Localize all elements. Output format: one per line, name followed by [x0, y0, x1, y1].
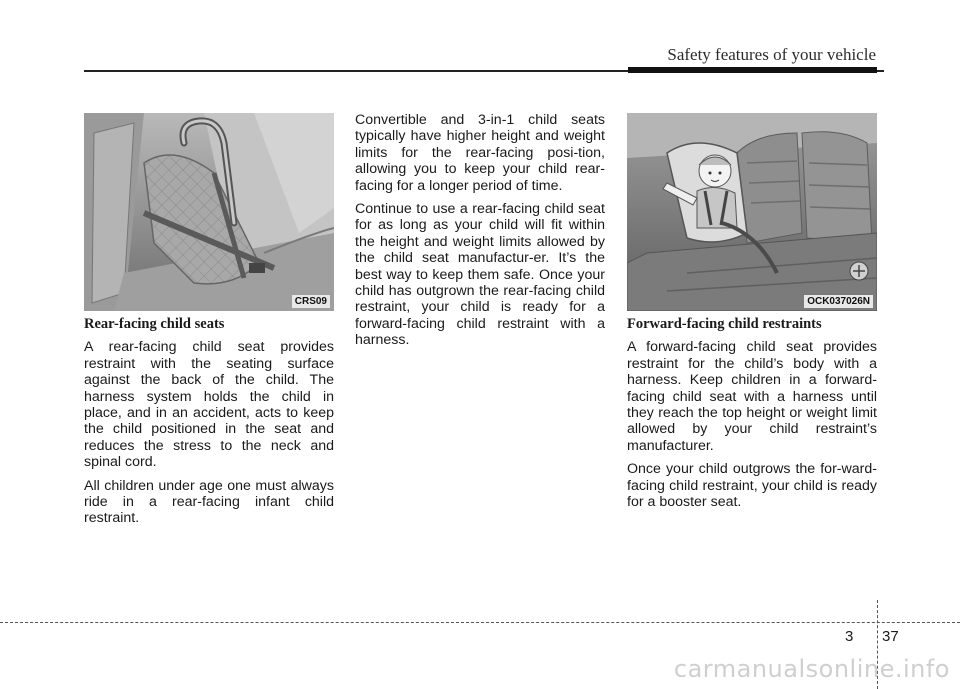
paragraph: A forward-facing child seat provides restraint for the child’s body with a harness. Keep children in a forward-facing child seat with a harness until they reach the top height or weight limit allowed by your child restraint’s manufacturer. — [627, 339, 877, 454]
figure-label: OCK037026N — [804, 295, 873, 308]
footer-rule — [0, 622, 960, 623]
rear-facing-seat-illustration — [84, 113, 334, 311]
figure-label: CRS09 — [292, 295, 330, 308]
paragraph: Convertible and 3-in-1 child seats typically have higher height and weight limits for the rear-facing posi-tion, allowing you to keep your child rear-facing for a longer period of time. — [355, 112, 605, 194]
header-title: Safety features of your vehicle — [667, 45, 876, 64]
watermark: carmanualsonline.info — [673, 655, 950, 683]
left-column — [84, 316, 334, 534]
forward-facing-seat-illustration — [627, 113, 877, 311]
page-number: 37 — [882, 628, 899, 645]
chapter-number: 3 — [845, 628, 854, 645]
paragraph: A rear-facing child seat provides restraint with the seating surface against the back of the child. The harness system holds the child in place, and in an accident, acts to keep the child positioned in the seat and reduces the stress to the neck and spinal cord. — [84, 339, 334, 471]
header-rule-accent — [628, 67, 877, 73]
right-column — [627, 316, 877, 517]
paragraph: Once your child outgrows the for-ward-facing child restraint, your child is ready for a booster seat. — [627, 461, 877, 511]
section-heading-rear-facing: Rear-facing child seats — [84, 316, 225, 332]
figure-rear-facing-seat — [84, 113, 334, 311]
figure-forward-facing-seat — [627, 113, 877, 311]
paragraph: Continue to use a rear-facing child seat for as long as your child will fit within the height and weight limits allowed by the child seat manufactur-er. It’s the best way to keep them safe. Once your child has outgrown the rear-facing child restraint, your child is ready for a forward-facing child restraint with a harness. — [355, 201, 605, 349]
paragraph: All children under age one must always ride in a rear-facing infant child restraint. — [84, 477, 334, 527]
middle-column — [355, 112, 605, 356]
section-heading-forward-facing: Forward-facing child restraints — [627, 316, 822, 332]
